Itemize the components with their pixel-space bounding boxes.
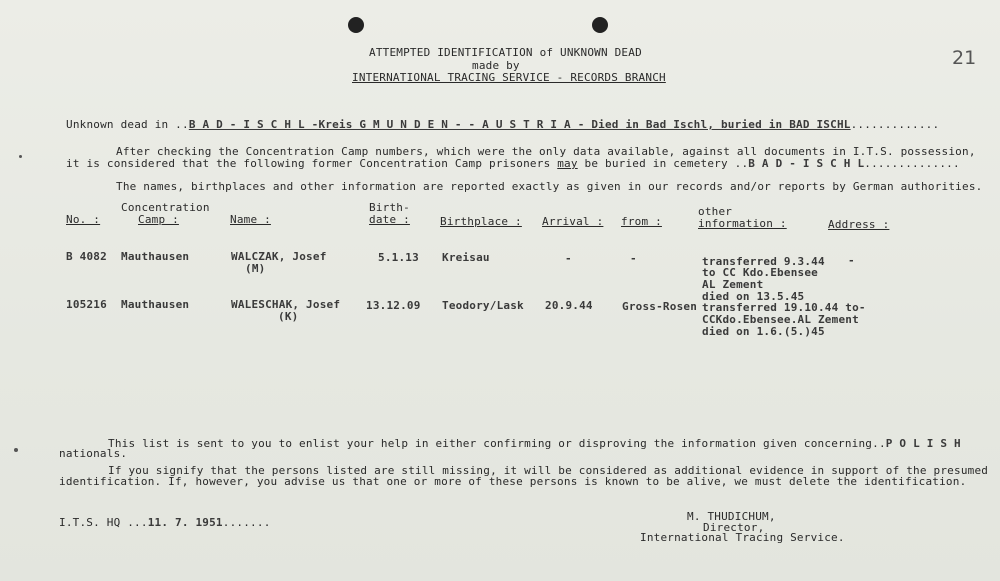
- table-row-2-info-3: died on 1.6.(5.)45: [702, 325, 825, 338]
- header-made-by: made by: [472, 59, 520, 72]
- table-row-1-info-3: AL Zement: [702, 278, 764, 291]
- unknown-dead-dots: .............: [850, 118, 940, 131]
- punch-hole-left: [348, 17, 364, 33]
- signature-organization: International Tracing Service.: [640, 531, 845, 544]
- intro-line-2-text: it is considered that the following former Concentration Camp prisoners: [66, 157, 551, 170]
- table-row-2-camp: Mauthausen: [121, 298, 190, 311]
- intro-dots: ..............: [864, 157, 960, 170]
- footer-signify-line-1: If you signify that the persons listed are still missing, it will be considered as additional evidence in support of the presumed: [108, 464, 989, 477]
- footer-list-text: This list is sent to you to enlist your help in either confirming or disproving the information given concerning..: [108, 437, 886, 450]
- table-row-2-arrival: 20.9.44: [545, 299, 593, 312]
- footer-signify-line-2: identification. If, however, you advise us that one or more of these persons is known to be alive, we must delete the identification.: [59, 475, 967, 488]
- header-title: ATTEMPTED IDENTIFICATION of UNKNOWN DEAD: [369, 46, 642, 59]
- table-row-2-info-2: CCKdo.Ebensee.AL Zement: [702, 313, 859, 326]
- scan-speck: [14, 448, 18, 452]
- table-row-2-birthplace: Teodory/Lask: [442, 299, 524, 312]
- table-row-2-name-note: (K): [278, 310, 299, 323]
- header-birth-top: Birth-: [369, 201, 410, 214]
- intro-line-2-post: be buried in cemetery ..: [584, 157, 749, 170]
- table-row-1-camp: Mauthausen: [121, 250, 190, 263]
- header-birth-bottom: date :: [369, 213, 410, 226]
- table-row-1-birthplace: Kreisau: [442, 251, 490, 264]
- header-from: from :: [621, 215, 662, 228]
- unknown-dead-line: [66, 118, 939, 131]
- punch-hole-right: [592, 17, 608, 33]
- table-row-2-no: 105216: [66, 298, 107, 311]
- page-number: 21: [952, 47, 977, 69]
- unknown-dead-value: B A D - I S C H L -Kreis G M U N D E N - - A U S T R I A - Died in Bad Ischl, buried in BAD ISCHL: [188, 118, 851, 131]
- table-row-1-info-1: transferred 9.3.44: [702, 255, 825, 268]
- header-name: Name :: [230, 213, 271, 226]
- scan-speck: [19, 155, 22, 158]
- table-row-1-info-2: to CC Kdo.Ebensee: [702, 266, 818, 279]
- header-birthplace: Birthplace :: [440, 215, 522, 228]
- header-address: Address :: [828, 218, 890, 231]
- table-row-1-arrival: -: [565, 252, 572, 265]
- signature-name: M. THUDICHUM,: [687, 510, 776, 523]
- table-row-1-birthdate: 5.1.13: [378, 251, 419, 264]
- header-no: No. :: [66, 213, 101, 226]
- hq-date-line: [59, 516, 271, 529]
- intro-line-1: After checking the Concentration Camp numbers, which were the only data available, against all documents in I.T.S. possession,: [116, 145, 976, 158]
- table-row-1-info-4: died on 13.5.45: [702, 290, 805, 303]
- unknown-dead-label: Unknown dead in ..: [66, 118, 189, 131]
- header-camp-top: Concentration: [121, 201, 210, 214]
- hq-label: I.T.S. HQ ...: [59, 516, 148, 529]
- intro-cemetery: B A D - I S C H L: [748, 157, 865, 170]
- header-other-top: other: [698, 205, 733, 218]
- table-row-1-name-note: (M): [245, 262, 266, 275]
- header-organization: INTERNATIONAL TRACING SERVICE - RECORDS BRANCH: [352, 71, 666, 84]
- header-arrival: Arrival :: [542, 215, 604, 228]
- table-row-2-from: Gross-Rosen: [622, 300, 698, 313]
- footer-nationality: P O L I S H: [885, 437, 961, 450]
- table-row-2-name: WALESCHAK, Josef: [231, 298, 341, 311]
- table-row-1-no: B 4082: [66, 250, 107, 263]
- table-row-1-address: -: [848, 254, 855, 267]
- hq-dots: .......: [222, 516, 271, 529]
- header-camp-bottom: Camp :: [138, 213, 179, 226]
- intro-line-2: [66, 157, 960, 170]
- footer-list-line-2: nationals.: [59, 447, 128, 460]
- intro-may-word: may: [557, 157, 578, 170]
- table-row-1-from: -: [630, 252, 637, 265]
- intro-line-3: The names, birthplaces and other information are reported exactly as given in our records and/or reports by German authorities.: [116, 180, 983, 193]
- table-row-2-birthdate: 13.12.09: [366, 299, 421, 312]
- header-other-bottom: information :: [698, 217, 787, 230]
- footer-list-line-1: [108, 437, 961, 450]
- signature-title: Director,: [703, 521, 765, 534]
- table-row-1-name: WALCZAK, Josef: [231, 250, 327, 263]
- table-row-2-info-1: transferred 19.10.44 to-: [702, 301, 866, 314]
- hq-date: 11. 7. 1951: [147, 516, 223, 529]
